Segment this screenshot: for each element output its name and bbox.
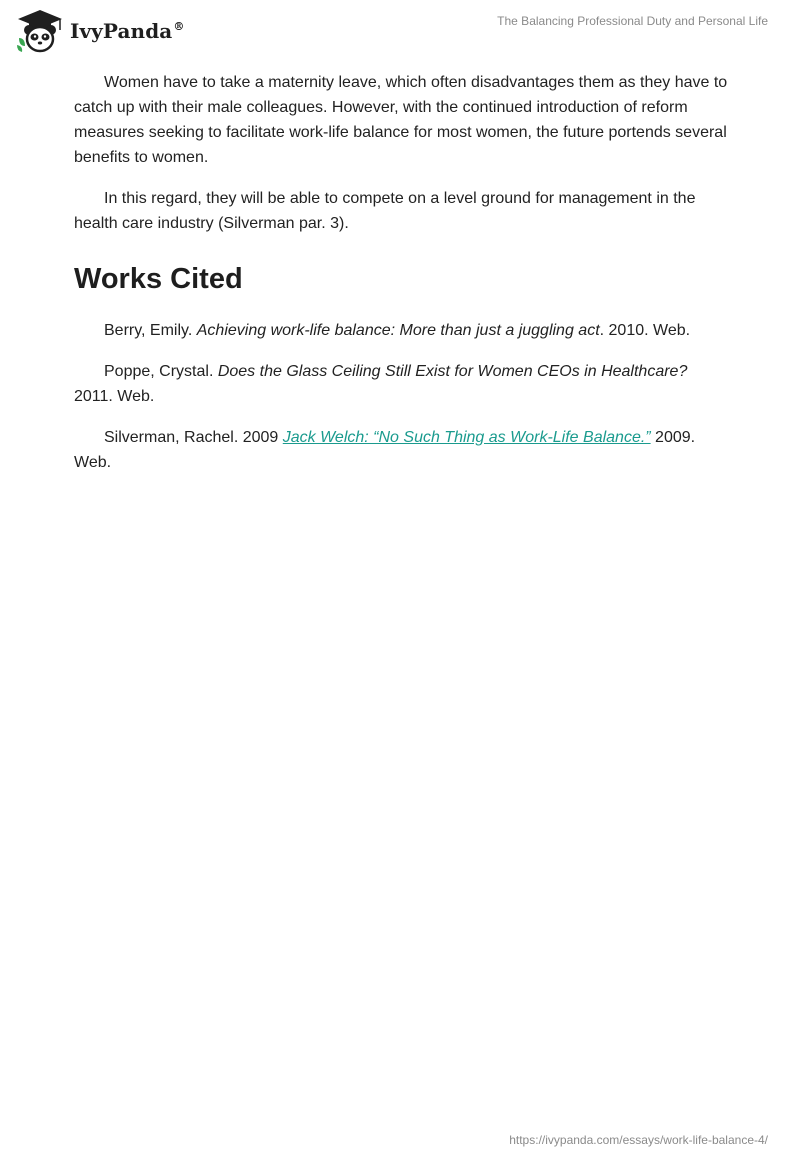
source-url: https://ivypanda.com/essays/work-life-balance-4/ [509, 1133, 768, 1147]
citation-author: Berry, Emily. [104, 322, 197, 339]
registered-mark: ® [173, 20, 185, 34]
citation-details: 2009. Web. [74, 429, 696, 471]
citation-details: 2011. Web. [74, 388, 155, 405]
body-paragraph: Women have to take a maternity leave, which often disadvantages them as they have to catch up with their male colleagues. However, with the continued introduction of reform measures seeking to facilitate work-life balance for most women, the future portends several benefits to women. [74, 74, 728, 166]
page-header [0, 0, 800, 60]
works-cited-heading: Works Cited [74, 263, 243, 295]
essay-content [74, 70, 730, 491]
citation-entry [74, 359, 730, 409]
citation-author: Poppe, Crystal. [104, 363, 218, 380]
citation-link[interactable]: Jack Welch: “No Such Thing as Work-Life Balance.” [282, 429, 651, 446]
citation-entry [74, 318, 730, 343]
citation-details: . 2010. Web. [599, 322, 691, 339]
citation-title: Achieving work-life balance: More than just a juggling act [196, 322, 600, 339]
panda-graduate-icon [16, 8, 64, 54]
citation-title: Does the Glass Ceiling Still Exist for Women CEOs in Healthcare? [217, 363, 688, 380]
citation-entry [74, 425, 730, 475]
logo-wordmark: IvyPanda® [70, 19, 185, 43]
ivypanda-logo[interactable] [16, 8, 184, 54]
document-title: The Balancing Professional Duty and Personal Life [497, 14, 768, 28]
body-paragraph: In this regard, they will be able to compete on a level ground for management in the health care industry (Silverman par. 3). [74, 190, 696, 232]
citation-author: Silverman, Rachel. 2009 [104, 429, 283, 446]
